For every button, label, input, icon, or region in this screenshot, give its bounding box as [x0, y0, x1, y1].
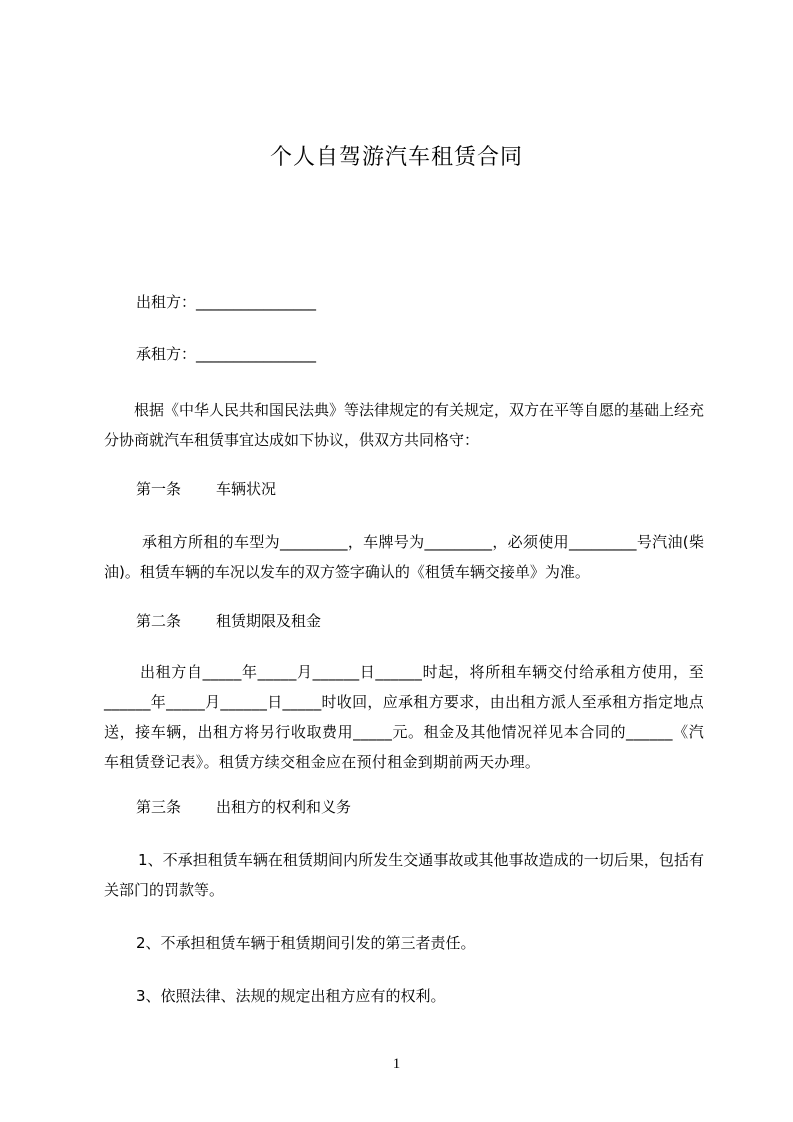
article3-item-3: 3、依照法律、法规的规定出租方应有的权利。	[136, 987, 446, 1005]
document-title: 个人自驾游汽车租赁合同	[269, 145, 523, 170]
page-number: 1	[392, 1056, 401, 1072]
article3-item-2: 2、不承担租赁车辆于租赁期间引发的第三者责任。	[136, 934, 476, 952]
article1-number: 第一条	[136, 480, 182, 498]
article3-title: 出租方的权利和义务	[216, 798, 352, 816]
article2-title: 租赁期限及租金	[216, 612, 322, 630]
article1-title: 车辆状况	[216, 480, 277, 498]
article2-number: 第二条	[136, 612, 182, 630]
article3-number: 第三条	[136, 798, 182, 816]
article3-heading	[136, 797, 351, 817]
article3-item-1: 1、不承担租赁车辆在租赁期间内所发生交通事故或其他事故造成的一切后果，包括有关部门的罚款等。	[104, 851, 704, 899]
preamble-paragraph: 根据《中华人民共和国民法典》等法律规定的有关规定，双方在平等自愿的基础上经充分协商就汽车租赁事宜达成如下协议，供双方共同格守：	[104, 401, 705, 449]
lessor-line: 出租方：________________	[136, 293, 317, 311]
article1-body: 承租方所租的车型为_________，车牌号为_________，必须使用_________号汽油(柴油)。租赁车辆的车况以发车的双方签字确认的《租赁车辆交接单》为准。	[104, 533, 704, 581]
lessee-line: 承租方：________________	[136, 345, 317, 363]
article1-heading	[136, 479, 276, 499]
article2-heading	[136, 611, 321, 631]
article2-body: 出租方自_____年_____月______日______时起，将所租车辆交付给承租方使用，至______年_____月______日_____时收回，应承租方要求，由出租方派人至承租方指定地点送，接车辆，出租方将另行收取费用_____元。租金及其他情况祥见本合同的______《汽车租赁登记表》。租赁方续交租金应在预付租金到期前两天办理。	[104, 663, 705, 771]
